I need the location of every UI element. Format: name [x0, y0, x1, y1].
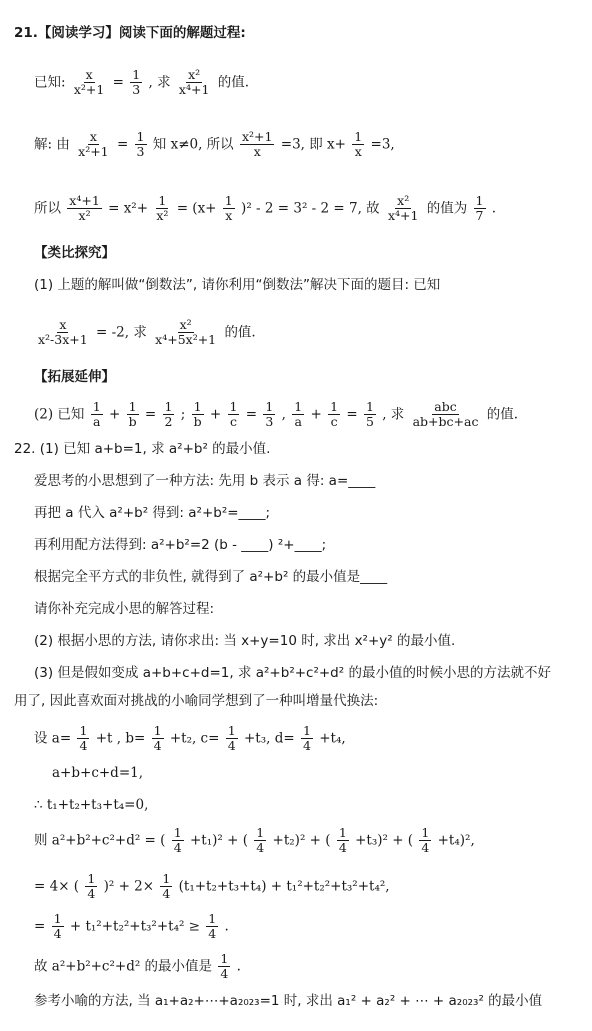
frac-num: 1 [128, 399, 137, 414]
q21-sol2-mid3: )² - 2 = 3² - 2 = 7, 故 [241, 200, 380, 217]
q22-line-5: 请你补充完成小思的解答过程: [34, 601, 215, 617]
frac-den: 4 [87, 886, 96, 902]
q21-sol2-frac2 [154, 194, 170, 224]
frac-den: 4 [302, 738, 311, 754]
frac-quarter [77, 724, 89, 754]
frac-quarter [160, 872, 172, 902]
frac-num: 1 [164, 399, 173, 414]
frac-quarter [52, 912, 64, 942]
q22-set-a-rest: +t , b= [95, 730, 146, 747]
frac-num: x² [179, 317, 192, 332]
q21-known-frac [72, 68, 107, 98]
q22-eq1-m2: +t₂)² + ( [272, 832, 331, 849]
frac-den: x²+1 [78, 144, 109, 160]
frac-den: 3 [265, 414, 274, 430]
frac-den: ab+bc+ac [412, 414, 479, 430]
frac-den: 3 [136, 144, 145, 160]
frac-den: 3 [132, 82, 141, 98]
plus-sign: + [108, 406, 121, 423]
equals-sign: = [245, 406, 258, 423]
frac-den: x²-3x+1 [38, 332, 88, 348]
frac-num: 1 [87, 871, 96, 886]
frac-den: 4 [153, 738, 162, 754]
q22-line-6: (2) 根据小思的方法, 请你求出: 当 x+y=10 时, 求出 x²+y² 的最小值. [34, 633, 456, 649]
q21-p1-mid: = -2, 求 [96, 324, 147, 341]
frac-num: 1 [294, 399, 303, 414]
frac-num: 1 [220, 951, 229, 966]
frac-num: x²+1 [241, 129, 273, 144]
q22-eq1-m1: +t₁)² + ( [189, 832, 248, 849]
frac-num: 1 [265, 399, 274, 414]
frac-den: 4 [338, 840, 347, 856]
q21-extend-heading: 【拓展延伸】 [34, 369, 115, 385]
q22-set-c-rest: +t₃, d= [243, 730, 295, 747]
frac-den: 4 [421, 840, 430, 856]
frac-value [163, 400, 175, 430]
frac-num: 1 [302, 723, 311, 738]
q21-sol1-prefix: 解: 由 [34, 136, 70, 153]
frac-num: 1 [475, 193, 484, 208]
q21-title: 21.【阅读学习】阅读下面的解题过程: [14, 25, 246, 41]
frac-1-over-a [292, 400, 304, 430]
frac-den: 4 [220, 966, 229, 982]
q21-sol1-frac [76, 130, 111, 160]
frac-quarter [337, 826, 349, 856]
q22-eq3 [34, 912, 229, 942]
q21-p1-text: (1) 上题的解叫做“倒数法”, 请你利用“倒数法”解决下面的题目: 已知 [34, 277, 441, 293]
q21-sol1-val [135, 130, 147, 160]
q22-eq3-prefix: = [34, 918, 46, 935]
frac-quarter [301, 724, 313, 754]
frac-den: 4 [53, 926, 62, 942]
separator: , [281, 406, 286, 423]
frac-value [263, 400, 275, 430]
frac-den: 4 [227, 738, 236, 754]
frac-num: x [89, 129, 97, 144]
q21-sol2-frac5 [474, 194, 486, 224]
q21-sol1-line [34, 130, 395, 160]
q21-sol1-mid: 知 x≠0, 所以 [152, 136, 234, 153]
frac-num: 1 [224, 193, 233, 208]
q22-concl-prefix: 故 a²+b²+c²+d² 的最小值是 [34, 958, 213, 975]
frac-num: x [85, 67, 93, 82]
q21-known-eq: = [112, 74, 124, 91]
q22-line-9: a+b+c+d=1, [52, 765, 144, 781]
frac-num: 1 [193, 399, 202, 414]
frac-num: 1 [338, 825, 347, 840]
frac-quarter [152, 724, 164, 754]
frac-den: x² [156, 208, 169, 224]
q22-concl-suffix: . [236, 958, 241, 975]
frac-1-over-b [127, 400, 139, 430]
q22-line-8: 用了, 因此喜欢面对挑战的小喻同学想到了一种叫增量代换法: [14, 693, 379, 709]
separator: ; [180, 406, 186, 423]
q21-p2-target [411, 400, 481, 430]
frac-den: 4 [79, 738, 88, 754]
q22-eq2-suffix: (t₁+t₂+t₃+t₄) + t₁²+t₂²+t₃²+t₄², [178, 878, 390, 895]
equals-sign: = [346, 406, 358, 423]
q21-p1-formula [34, 318, 256, 348]
frac-1-over-a [91, 400, 103, 430]
frac-1-over-c [328, 400, 340, 430]
frac-num: 1 [132, 67, 141, 82]
frac-num: 1 [208, 911, 217, 926]
frac-den: 4 [208, 926, 217, 942]
frac-den: x⁴+1 [178, 82, 210, 98]
frac-den: a [294, 414, 302, 430]
frac-num: 1 [330, 399, 339, 414]
frac-den: c [330, 414, 338, 430]
frac-den: 7 [475, 208, 484, 224]
plus-sign: + [310, 406, 322, 423]
q22-line-1: 爱思考的小思想到了一种方法: 先用 b 表示 a 得: a=____ [34, 473, 376, 489]
q21-p2-prefix: (2) 已知 [34, 406, 85, 423]
q21-sol1-eq: = [116, 136, 129, 153]
frac-quarter [172, 826, 184, 856]
q22-last-line: 参考小喻的方法, 当 a₁+a₂+⋯+a₂₀₂₃=1 时, 求出 a₁² + a₂² + ⋯ + a₂₀₂₃² 的最小值 [34, 993, 543, 1009]
q21-p2-mid: , 求 [382, 406, 405, 423]
q22-eq3-mid: + t₁²+t₂²+t₃²+t₄² ≥ [69, 918, 200, 935]
frac-den: x²+1 [73, 82, 105, 98]
equals-sign: = [144, 406, 157, 423]
frac-den: 4 [256, 840, 265, 856]
q22-eq3-suffix: . [224, 918, 229, 935]
frac-num: 1 [256, 825, 265, 840]
frac-1-over-b [192, 400, 204, 430]
frac-quarter [85, 872, 97, 902]
frac-num: x⁴+1 [69, 193, 100, 208]
q21-known-suffix: 的值. [217, 74, 249, 91]
frac-den: a [92, 414, 101, 430]
frac-1-over-c [228, 400, 240, 430]
q22-title: 22. (1) 已知 a+b=1, 求 a²+b² 的最小值. [14, 441, 271, 457]
frac-den: 4 [173, 840, 182, 856]
frac-value [364, 400, 376, 430]
q21-analogy-heading: 【类比探究】 [34, 245, 115, 261]
plus-sign: + [209, 406, 222, 423]
frac-den: x [354, 144, 362, 160]
frac-num: x² [188, 67, 201, 82]
frac-den: 5 [365, 414, 374, 430]
q21-sol1-frac2 [240, 130, 275, 160]
frac-num: x [59, 317, 67, 332]
q21-known-line [34, 68, 249, 98]
q21-sol2-mid4: 的值为 [426, 200, 468, 217]
q21-p2-suffix: 的值. [486, 406, 519, 423]
frac-num: 1 [421, 825, 430, 840]
frac-num: abc [434, 399, 457, 414]
q22-line-2: 再把 a 代入 a²+b² 得到: a²+b²=____; [34, 505, 271, 521]
q22-line-10: ∴ t₁+t₂+t₃+t₄=0, [34, 797, 149, 813]
q22-eq1-m3: +t₃)² + ( [355, 832, 414, 849]
q21-sol2-line [34, 194, 496, 224]
frac-num: 1 [162, 871, 171, 886]
q22-set-d-rest: +t₄, [319, 730, 346, 747]
q21-sol1-suffix: =3, [370, 136, 395, 153]
frac-num: 1 [53, 911, 62, 926]
q22-eq1-prefix: 则 a²+b²+c²+d² = ( [34, 832, 166, 849]
frac-num: 1 [365, 399, 374, 414]
q21-sol2-frac3 [223, 194, 235, 224]
q22-eq2 [34, 872, 390, 902]
frac-den: 4 [162, 886, 171, 902]
frac-den: c [230, 414, 238, 430]
frac-quarter [254, 826, 266, 856]
q22-eq1-suffix: +t₄)², [437, 832, 475, 849]
q21-sol2-prefix: 所以 [34, 200, 61, 217]
q21-known-val [130, 68, 142, 98]
q21-known-prefix: 已知: [34, 74, 66, 91]
q21-sol2-mid: = x²+ [108, 200, 149, 217]
q22-line-3: 再利用配方法得到: a²+b²=2 (b - ____) ²+____; [34, 537, 327, 553]
frac-den: x⁴+5x²+1 [155, 332, 217, 348]
q22-line-7: (3) 但是假如变成 a+b+c+d=1, 求 a²+b²+c²+d² 的最小值的时候小思的方法就不好 [34, 665, 551, 681]
q21-sol1-mid2: =3, 即 x+ [280, 136, 346, 153]
frac-num: 1 [153, 723, 162, 738]
frac-den: x [225, 208, 233, 224]
q22-set-prefix: 设 a= [34, 730, 72, 747]
frac-den: b [128, 414, 137, 430]
q21-target-frac [177, 68, 212, 98]
frac-den: x [253, 144, 261, 160]
q22-conclusion [34, 952, 241, 982]
frac-num: 1 [354, 129, 363, 144]
q22-eq2-m1: )² + 2× [103, 878, 155, 895]
frac-num: 1 [229, 399, 238, 414]
frac-num: 1 [158, 193, 167, 208]
frac-quarter [419, 826, 431, 856]
q21-sol2-suffix: . [491, 200, 497, 217]
frac-num: x² [397, 193, 410, 208]
frac-num: 1 [227, 723, 236, 738]
frac-quarter [218, 952, 230, 982]
q21-p2-formula [34, 400, 518, 430]
frac-num: 1 [92, 399, 101, 414]
frac-quarter [206, 912, 218, 942]
frac-num: 1 [79, 723, 88, 738]
q21-sol1-frac3 [352, 130, 364, 160]
frac-num: 1 [173, 825, 182, 840]
frac-den: 2 [164, 414, 173, 430]
q21-known-mid: , 求 [148, 74, 171, 91]
frac-num: 1 [136, 129, 145, 144]
q22-line-4: 根据完全平方式的非负性, 就得到了 a²+b² 的最小值是____ [34, 569, 388, 585]
q21-p1-suffix: 的值. [224, 324, 256, 341]
q21-sol2-mid2: = (x+ [176, 200, 217, 217]
q22-eq2-prefix: = 4× ( [34, 878, 80, 895]
q21-sol2-frac4 [386, 194, 421, 224]
frac-quarter [226, 724, 238, 754]
q22-eq1 [34, 826, 475, 856]
q22-set-b-rest: +t₂, c= [169, 730, 220, 747]
q21-sol2-frac1 [67, 194, 102, 224]
frac-den: x⁴+1 [387, 208, 419, 224]
q22-set-line [34, 724, 346, 754]
q21-p1-frac2 [153, 318, 218, 348]
frac-den: b [193, 414, 202, 430]
q21-p1-frac [36, 318, 90, 348]
frac-den: x² [78, 208, 91, 224]
